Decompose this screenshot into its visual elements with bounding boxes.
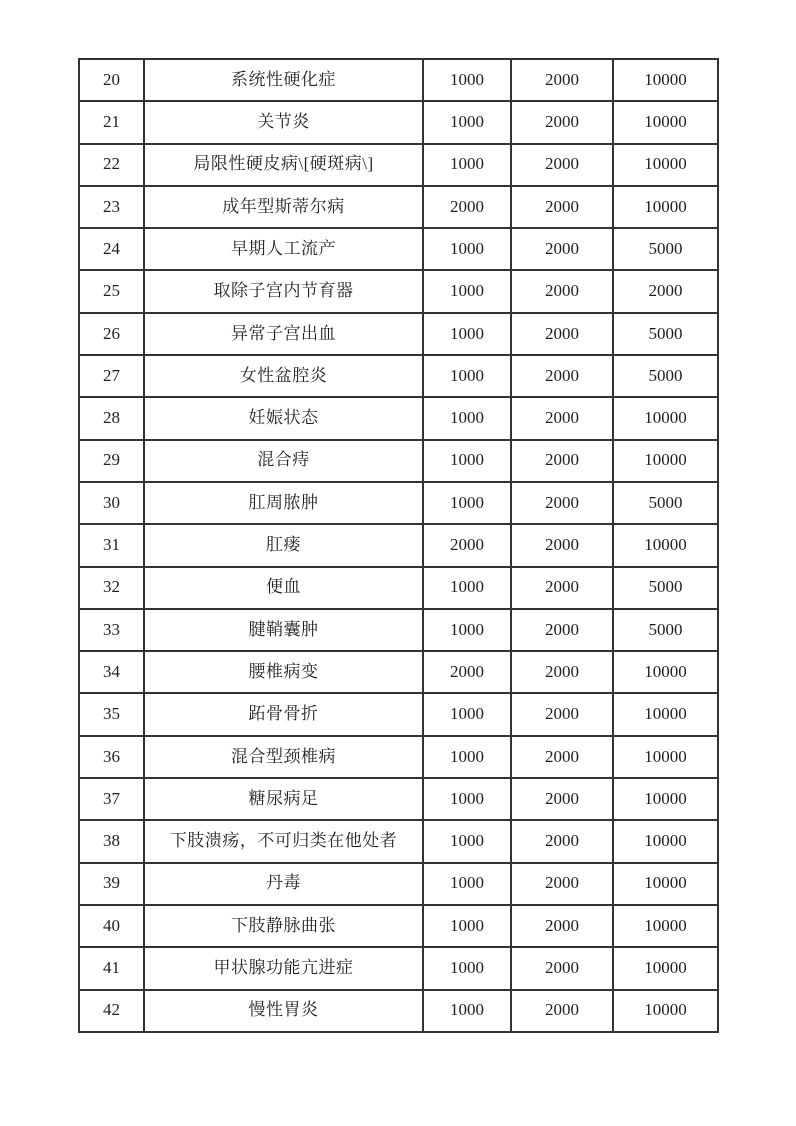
limit-value-cell-2: 2000 xyxy=(511,144,613,186)
table-row xyxy=(79,736,718,778)
limit-value-cell-3: 5000 xyxy=(613,228,718,270)
limit-value-cell-2: 2000 xyxy=(511,270,613,312)
row-number-cell: 40 xyxy=(79,905,144,947)
disease-name-cell: 早期人工流产 xyxy=(144,228,423,270)
limit-value-cell-1: 2000 xyxy=(423,651,511,693)
limit-value-cell-2: 2000 xyxy=(511,567,613,609)
table-row xyxy=(79,905,718,947)
limit-value-cell-3: 10000 xyxy=(613,440,718,482)
limit-value-cell-3: 10000 xyxy=(613,59,718,101)
disease-name-cell: 混合型颈椎病 xyxy=(144,736,423,778)
disease-name-cell: 糖尿病足 xyxy=(144,778,423,820)
limit-value-cell-2: 2000 xyxy=(511,736,613,778)
limit-value-cell-2: 2000 xyxy=(511,59,613,101)
limit-value-cell-2: 2000 xyxy=(511,905,613,947)
table-row xyxy=(79,651,718,693)
limit-value-cell-1: 1000 xyxy=(423,144,511,186)
row-number-cell: 33 xyxy=(79,609,144,651)
table-row xyxy=(79,947,718,989)
limit-value-cell-2: 2000 xyxy=(511,397,613,439)
row-number-cell: 23 xyxy=(79,186,144,228)
limit-value-cell-3: 2000 xyxy=(613,270,718,312)
limit-value-cell-3: 5000 xyxy=(613,609,718,651)
limit-value-cell-1: 1000 xyxy=(423,397,511,439)
limit-value-cell-3: 10000 xyxy=(613,778,718,820)
disease-name-cell: 腱鞘囊肿 xyxy=(144,609,423,651)
disease-name-cell: 慢性胃炎 xyxy=(144,990,423,1032)
table-row xyxy=(79,567,718,609)
limit-value-cell-3: 10000 xyxy=(613,186,718,228)
limit-value-cell-1: 1000 xyxy=(423,990,511,1032)
limit-value-cell-1: 1000 xyxy=(423,270,511,312)
limit-value-cell-3: 10000 xyxy=(613,736,718,778)
row-number-cell: 29 xyxy=(79,440,144,482)
disease-name-cell: 肛瘘 xyxy=(144,524,423,566)
limit-value-cell-2: 2000 xyxy=(511,778,613,820)
limit-value-cell-3: 5000 xyxy=(613,482,718,524)
limit-value-cell-3: 10000 xyxy=(613,947,718,989)
limit-value-cell-3: 10000 xyxy=(613,524,718,566)
table-row xyxy=(79,355,718,397)
limit-value-cell-1: 1000 xyxy=(423,736,511,778)
limit-value-cell-3: 10000 xyxy=(613,990,718,1032)
disease-name-cell: 腰椎病变 xyxy=(144,651,423,693)
row-number-cell: 36 xyxy=(79,736,144,778)
row-number-cell: 37 xyxy=(79,778,144,820)
table-row xyxy=(79,270,718,312)
row-number-cell: 28 xyxy=(79,397,144,439)
table-row xyxy=(79,820,718,862)
disease-name-cell: 成年型斯蒂尔病 xyxy=(144,186,423,228)
table-row xyxy=(79,397,718,439)
row-number-cell: 21 xyxy=(79,101,144,143)
limit-value-cell-1: 1000 xyxy=(423,693,511,735)
limit-value-cell-1: 1000 xyxy=(423,863,511,905)
row-number-cell: 27 xyxy=(79,355,144,397)
limit-value-cell-1: 1000 xyxy=(423,313,511,355)
disease-name-cell: 跖骨骨折 xyxy=(144,693,423,735)
limit-value-cell-2: 2000 xyxy=(511,651,613,693)
limit-value-cell-3: 10000 xyxy=(613,651,718,693)
table-row xyxy=(79,59,718,101)
disease-limit-table xyxy=(78,58,719,1033)
limit-value-cell-3: 10000 xyxy=(613,863,718,905)
limit-value-cell-1: 1000 xyxy=(423,778,511,820)
disease-name-cell: 局限性硬皮病\[硬斑病\] xyxy=(144,144,423,186)
limit-value-cell-1: 1000 xyxy=(423,482,511,524)
limit-value-cell-3: 10000 xyxy=(613,820,718,862)
disease-name-cell: 下肢溃疡，不可归类在他处者 xyxy=(144,820,423,862)
row-number-cell: 30 xyxy=(79,482,144,524)
row-number-cell: 42 xyxy=(79,990,144,1032)
row-number-cell: 22 xyxy=(79,144,144,186)
row-number-cell: 26 xyxy=(79,313,144,355)
limit-value-cell-1: 1000 xyxy=(423,355,511,397)
limit-value-cell-2: 2000 xyxy=(511,990,613,1032)
limit-value-cell-2: 2000 xyxy=(511,693,613,735)
row-number-cell: 31 xyxy=(79,524,144,566)
limit-value-cell-2: 2000 xyxy=(511,609,613,651)
limit-value-cell-1: 1000 xyxy=(423,947,511,989)
limit-value-cell-3: 10000 xyxy=(613,397,718,439)
table-row xyxy=(79,778,718,820)
limit-value-cell-3: 10000 xyxy=(613,144,718,186)
table-row xyxy=(79,693,718,735)
table-row xyxy=(79,440,718,482)
limit-value-cell-1: 1000 xyxy=(423,228,511,270)
limit-value-cell-3: 5000 xyxy=(613,567,718,609)
limit-value-cell-1: 1000 xyxy=(423,567,511,609)
row-number-cell: 24 xyxy=(79,228,144,270)
limit-value-cell-3: 5000 xyxy=(613,313,718,355)
disease-name-cell: 甲状腺功能亢进症 xyxy=(144,947,423,989)
row-number-cell: 20 xyxy=(79,59,144,101)
limit-value-cell-1: 1000 xyxy=(423,59,511,101)
limit-value-cell-1: 1000 xyxy=(423,820,511,862)
limit-value-cell-1: 1000 xyxy=(423,905,511,947)
limit-value-cell-2: 2000 xyxy=(511,186,613,228)
limit-value-cell-1: 1000 xyxy=(423,609,511,651)
table-row xyxy=(79,144,718,186)
disease-name-cell: 妊娠状态 xyxy=(144,397,423,439)
table-row xyxy=(79,482,718,524)
table-body xyxy=(79,59,718,1032)
limit-value-cell-1: 2000 xyxy=(423,524,511,566)
table-row xyxy=(79,524,718,566)
row-number-cell: 41 xyxy=(79,947,144,989)
table-row xyxy=(79,990,718,1032)
limit-value-cell-2: 2000 xyxy=(511,820,613,862)
limit-value-cell-2: 2000 xyxy=(511,101,613,143)
table-row xyxy=(79,313,718,355)
table-row xyxy=(79,863,718,905)
limit-value-cell-1: 2000 xyxy=(423,186,511,228)
limit-value-cell-1: 1000 xyxy=(423,440,511,482)
disease-name-cell: 丹毒 xyxy=(144,863,423,905)
row-number-cell: 25 xyxy=(79,270,144,312)
row-number-cell: 39 xyxy=(79,863,144,905)
disease-name-cell: 系统性硬化症 xyxy=(144,59,423,101)
limit-value-cell-3: 10000 xyxy=(613,101,718,143)
limit-value-cell-2: 2000 xyxy=(511,313,613,355)
row-number-cell: 35 xyxy=(79,693,144,735)
disease-name-cell: 混合痔 xyxy=(144,440,423,482)
disease-name-cell: 异常子宫出血 xyxy=(144,313,423,355)
limit-value-cell-3: 5000 xyxy=(613,355,718,397)
table-row xyxy=(79,101,718,143)
limit-value-cell-2: 2000 xyxy=(511,482,613,524)
disease-name-cell: 便血 xyxy=(144,567,423,609)
limit-value-cell-2: 2000 xyxy=(511,440,613,482)
row-number-cell: 32 xyxy=(79,567,144,609)
limit-value-cell-2: 2000 xyxy=(511,228,613,270)
row-number-cell: 38 xyxy=(79,820,144,862)
disease-name-cell: 取除子宫内节育器 xyxy=(144,270,423,312)
limit-value-cell-2: 2000 xyxy=(511,947,613,989)
table-row xyxy=(79,609,718,651)
table-row xyxy=(79,186,718,228)
limit-value-cell-3: 10000 xyxy=(613,693,718,735)
disease-name-cell: 关节炎 xyxy=(144,101,423,143)
disease-name-cell: 女性盆腔炎 xyxy=(144,355,423,397)
disease-name-cell: 下肢静脉曲张 xyxy=(144,905,423,947)
row-number-cell: 34 xyxy=(79,651,144,693)
limit-value-cell-2: 2000 xyxy=(511,863,613,905)
table-row xyxy=(79,228,718,270)
limit-value-cell-2: 2000 xyxy=(511,524,613,566)
disease-name-cell: 肛周脓肿 xyxy=(144,482,423,524)
limit-value-cell-3: 10000 xyxy=(613,905,718,947)
limit-value-cell-2: 2000 xyxy=(511,355,613,397)
limit-value-cell-1: 1000 xyxy=(423,101,511,143)
